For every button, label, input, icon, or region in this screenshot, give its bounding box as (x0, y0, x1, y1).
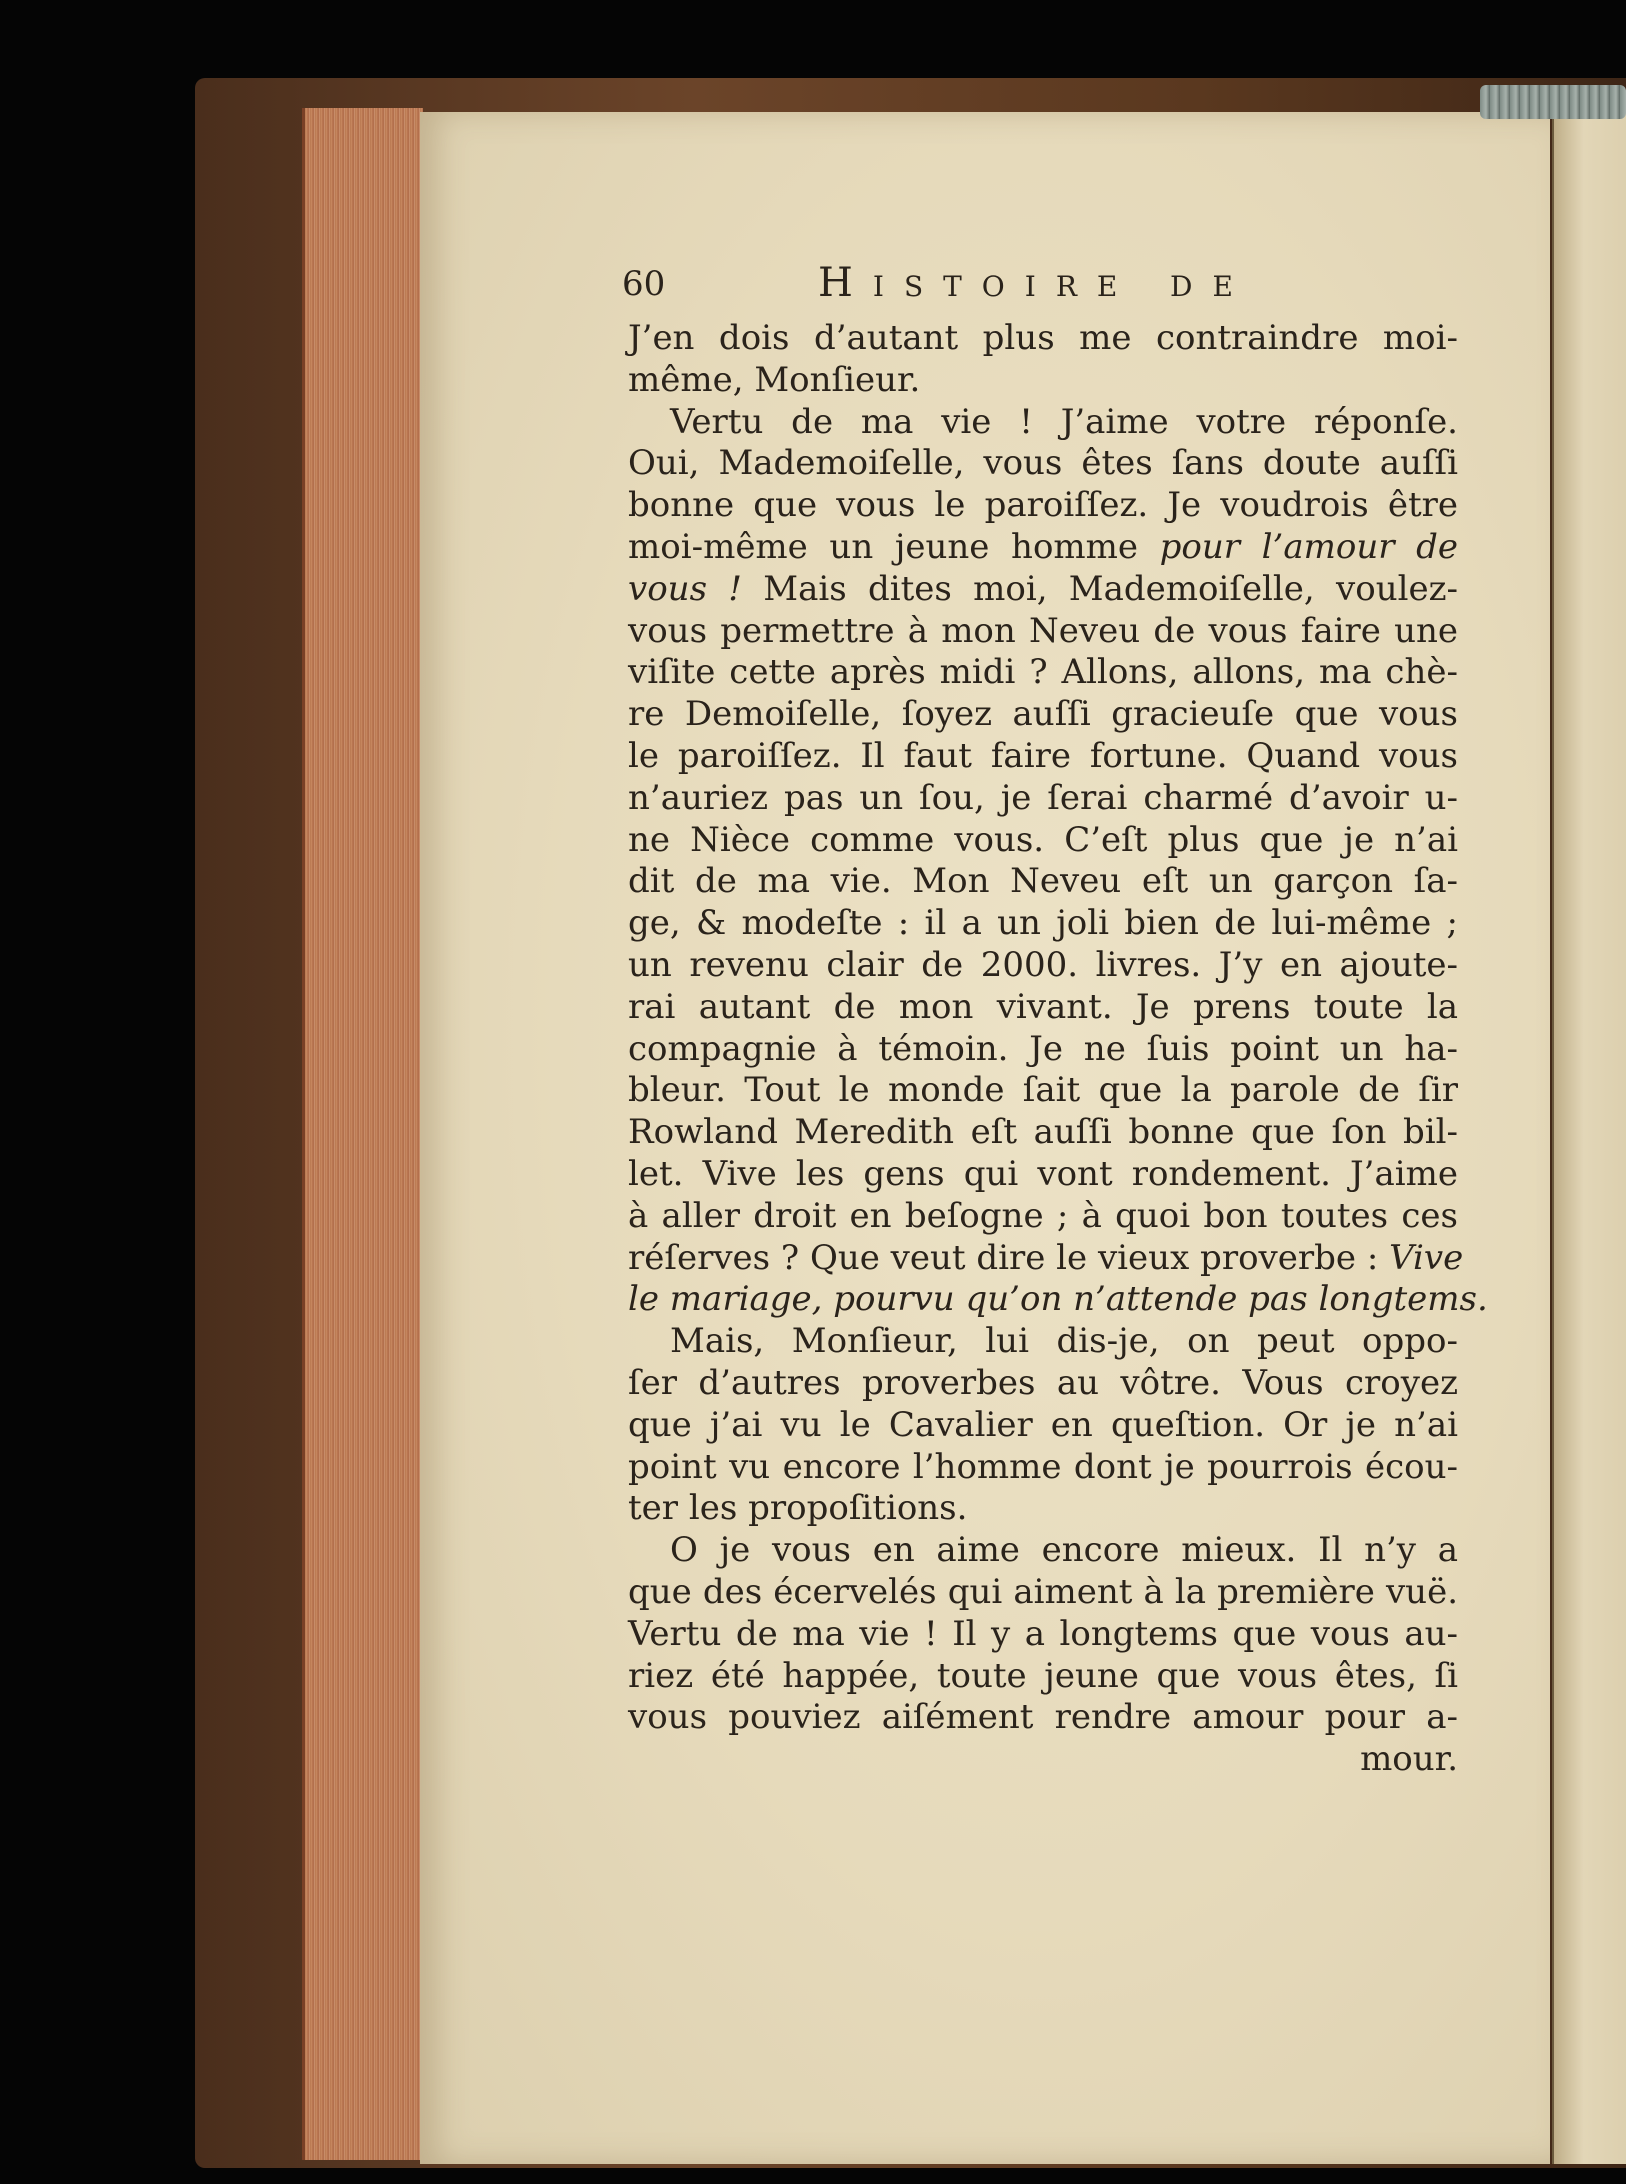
text-line: que j’ai vu le Cavalier en queſtion. Or je n’ai (628, 1404, 1458, 1445)
text-line: ter les propoſitions. (628, 1488, 968, 1529)
text-line: mour. (1360, 1739, 1458, 1780)
text-line: re Demoiſelle, ſoyez auſſi gracieuſe que vous (628, 694, 1458, 735)
text-line: viſite cette après midi ? Allons, allons, ma chè- (628, 652, 1458, 693)
text-line: rai autant de mon vivant. Je prens toute la (628, 986, 1458, 1027)
text-line: que des écervelés qui aiment à la première vuë. (628, 1571, 1458, 1612)
page-number: 60 (622, 264, 666, 304)
running-title: Histoire de (818, 260, 1253, 306)
text-line: moi-même un jeune homme pour l’amour de (628, 526, 1458, 567)
text-line: un revenu clair de 2000. livres. J’y en ajoute- (628, 944, 1458, 985)
text-line: le paroiſſez. Il faut faire fortune. Quand vous (628, 735, 1458, 776)
text-line: réſerves ? Que veut dire le vieux proverbe : Vive (628, 1237, 1464, 1278)
text-line: ſer d’autres proverbes au vôtre. Vous croyez (628, 1362, 1458, 1403)
headband (1480, 85, 1626, 119)
text-line: à aller droit en beſogne ; à quoi bon toutes ces (628, 1195, 1458, 1236)
text-line: bonne que vous le paroiſſez. Je voudrois être (628, 485, 1458, 526)
text-line: dit de ma vie. Mon Neveu eſt un garçon ſa- (628, 861, 1458, 902)
text-line: le mariage, pourvu qu’on n’attende pas longtems. (628, 1279, 1488, 1320)
text-line: Oui, Mademoiſelle, vous êtes ſans doute auſſi (628, 443, 1458, 484)
text-line: O je vous en aime encore mieux. Il n’y a (670, 1530, 1458, 1571)
text-line: ge, & modeſte : il a un joli bien de lui-même ; (628, 903, 1458, 944)
text-line: n’auriez pas un ſou, je ſerai charmé d’avoir u- (628, 777, 1458, 818)
text-line: Rowland Meredith eſt auſſi bonne que ſon bil- (628, 1112, 1458, 1153)
text-line: let. Vive les gens qui vont rondement. J’aime (628, 1153, 1458, 1194)
text-line: ne Nièce comme vous. C’eſt plus que je n’ai (628, 819, 1458, 860)
text-line: Vertu de ma vie ! J’aime votre réponſe. (670, 401, 1458, 442)
text-line: riez été happée, toute jeune que vous êtes, ſi (628, 1655, 1458, 1696)
page-fore-edge (302, 108, 423, 2160)
text-line: bleur. Tout le monde ſait que la parole de ſir (628, 1070, 1458, 1111)
text-line: Vertu de ma vie ! Il y a longtems que vous au- (628, 1613, 1458, 1654)
text-line: J’en dois d’autant plus me contraindre moi- (628, 318, 1458, 358)
facing-page-edge (1552, 112, 1626, 2164)
text-line: point vu encore l’homme dont je pourrois écou- (628, 1446, 1458, 1487)
text-line: vous permettre à mon Neveu de vous faire une (628, 610, 1458, 651)
text-line: vous pouviez aiſément rendre amour pour a- (628, 1697, 1458, 1738)
text-line: même, Monſieur. (628, 359, 921, 400)
text-line: vous ! Mais dites moi, Mademoiſelle, voulez- (628, 568, 1458, 609)
text-line: Mais, Monſieur, lui dis-je, on peut oppo- (670, 1321, 1458, 1362)
body-text (628, 318, 1488, 1781)
page-header (622, 258, 1322, 308)
text-line: compagnie à témoin. Je ne ſuis point un ha- (628, 1028, 1458, 1069)
